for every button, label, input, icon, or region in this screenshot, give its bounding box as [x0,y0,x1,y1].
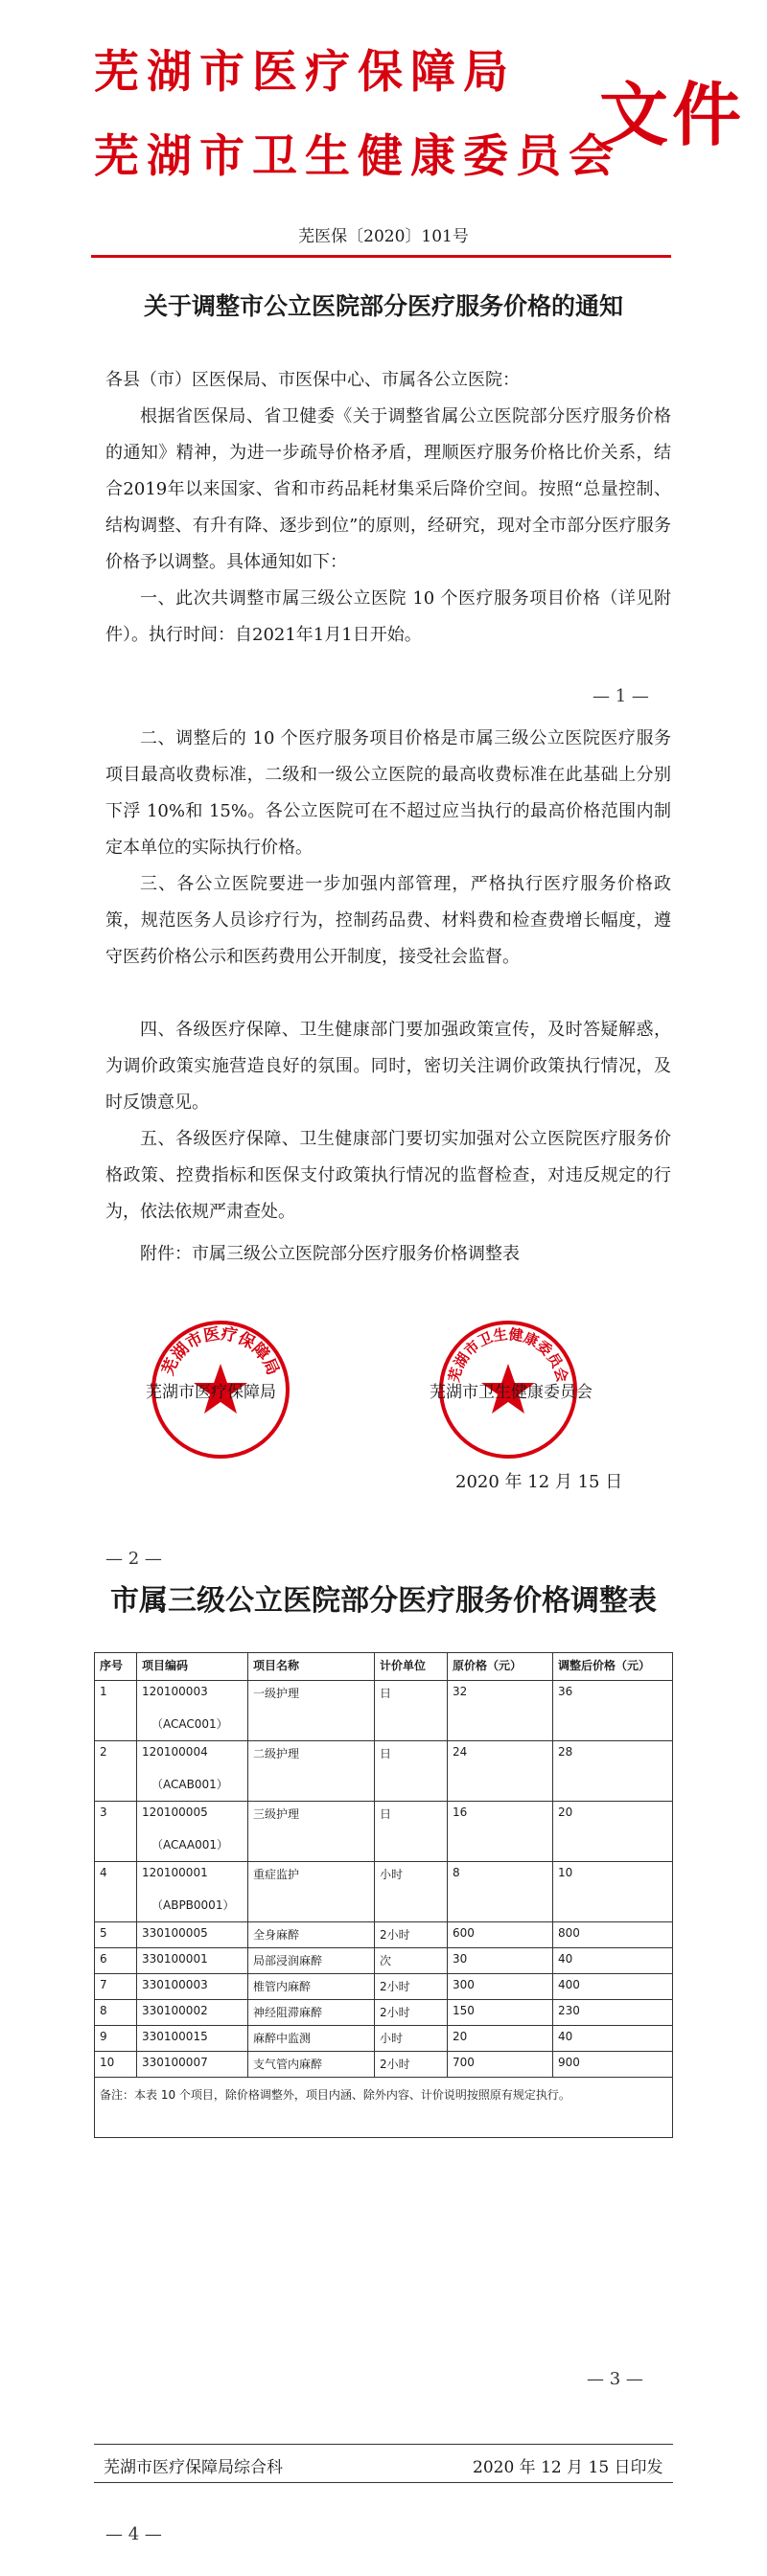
table-row [95,1974,673,2000]
cell-old-price: 32 [448,1681,553,1741]
document-number: 芜医保〔2020〕101号 [298,227,469,246]
red-divider [91,255,671,258]
clause-3: 三、各公立医院要进一步加强内部管理，严格执行医疗服务价格政策，规范医务人员诊疗行为，控制药品费、材料费和检查费增长幅度，遵守医药价格公示和医药费用公开制度，接受社会监督。 [105,874,671,967]
cell-no: 2 [95,1741,137,1802]
table-header-row [95,1653,673,1681]
cell-new-price: 900 [553,2052,673,2078]
footer-print-date: 2020 年 12 月 15 日印发 [473,2458,663,2477]
intro-paragraph: 根据省医保局、省卫健委《关于调整省属公立医院部分医疗服务价格的通知》精神，为进一步疏导价格矛盾，理顺医疗服务价格比价关系，结合2019年以来国家、省和市药品耗材集采后降价空间。按照“总量控制、结构调整、有升有降、逐步到位”的原则，经研究，现对全市部分医疗服务价格予以调整。具体通知如下： [105,406,671,572]
cell-no: 5 [95,1922,137,1948]
cell-old-price: 30 [448,1948,553,1974]
document-word: 文件 [599,75,746,155]
header-code: 项目编码 [137,1653,248,1681]
cell-old-price: 600 [448,1922,553,1948]
table-note-row [95,2078,673,2138]
cell-unit: 2小时 [375,1922,448,1948]
cell-unit: 日 [375,1681,448,1741]
cell-code-main: 120100001 [142,1866,208,1879]
cell-code [137,1802,248,1862]
cell-name: 椎管内麻醉 [248,1974,375,2000]
cell-unit: 2小时 [375,2000,448,2026]
cell-no: 9 [95,2026,137,2052]
cell-new-price: 10 [553,1862,673,1922]
cell-old-price: 24 [448,1741,553,1802]
table-row [95,1948,673,1974]
cell-code-main: 120100005 [142,1806,208,1819]
cell-code: 330100001 [137,1948,248,1974]
cell-code: 330100015 [137,2026,248,2052]
cell-no: 10 [95,2052,137,2078]
cell-code: 330100003 [137,1974,248,2000]
header-name: 项目名称 [248,1653,375,1681]
cell-old-price: 16 [448,1802,553,1862]
cell-unit: 2小时 [375,2052,448,2078]
cell-name: 麻醉中监测 [248,2026,375,2052]
table-row [95,1802,673,1862]
cell-name: 一级护理 [248,1681,375,1741]
table-row [95,1862,673,1922]
cell-no: 8 [95,2000,137,2026]
cell-new-price: 40 [553,1948,673,1974]
price-adjustment-table [94,1652,673,2138]
cell-old-price: 8 [448,1862,553,1922]
cell-unit: 次 [375,1948,448,1974]
cell-new-price: 400 [553,1974,673,2000]
cell-code: 330100002 [137,2000,248,2026]
cell-new-price: 20 [553,1802,673,1862]
cell-unit: 2小时 [375,1974,448,2000]
header-unit: 计价单位 [375,1653,448,1681]
clause-5: 五、各级医疗保障、卫生健康部门要切实加强对公立医院医疗服务价格政策、控费指标和医保支付政策执行情况的监督检查，对违反规定的行为，依法依规严肃查处。 [105,1129,671,1222]
cell-code-main: 120100003 [142,1685,208,1698]
table-row [95,2000,673,2026]
cell-name: 重症监护 [248,1862,375,1922]
table-row [95,1741,673,1802]
cell-new-price: 28 [553,1741,673,1802]
cell-unit: 小时 [375,1862,448,1922]
seal-right-ring-text: 芜湖市卫生健康委员会 [445,1325,571,1385]
cell-no: 4 [95,1862,137,1922]
cell-code [137,1681,248,1741]
signatory-right: 芜湖市卫生健康委员会 [430,1383,593,1402]
page-number-4: — 4 — [105,2524,162,2544]
seal-left-ring-text: 芜湖市医疗保障局 [158,1324,283,1379]
cell-code [137,1862,248,1922]
issuer-line-1: 芜湖市医疗保障局 [94,46,516,99]
header-no: 序号 [95,1653,137,1681]
cell-code: 330100005 [137,1922,248,1948]
cell-no: 1 [95,1681,137,1741]
page-number-2: — 2 — [105,1549,162,1569]
page-number-3: — 3 — [587,2369,643,2389]
table-title: 市属三级公立医院部分医疗服务价格调整表 [110,1584,657,1618]
cell-new-price: 800 [553,1922,673,1948]
table-note: 备注：本表 10 个项目，除价格调整外，项目内涵、除外内容、计价说明按照原有规定执行。 [95,2078,673,2138]
footer-rule-bottom [94,2482,673,2483]
header-new-price: 调整后价格（元） [553,1653,673,1681]
cell-code [137,1741,248,1802]
attachment-line: 附件：市属三级公立医院部分医疗服务价格调整表 [140,1244,520,1264]
cell-name: 神经阻滞麻醉 [248,2000,375,2026]
cell-new-price: 40 [553,2026,673,2052]
table-row [95,2026,673,2052]
clause-1: 一、此次共调整市属三级公立医院 10 个医疗服务项目价格（详见附件）。执行时间：自2021年1月1日开始。 [105,588,671,645]
cell-old-price: 150 [448,2000,553,2026]
issuer-line-2: 芜湖市卫生健康委员会 [94,130,621,183]
cell-name: 支气管内麻醉 [248,2052,375,2078]
cell-name: 局部浸润麻醉 [248,1948,375,1974]
cell-new-price: 36 [553,1681,673,1741]
cell-code-sub: （ACAB001） [151,1778,228,1791]
header-old-price: 原价格（元） [448,1653,553,1681]
salutation: 各县（市）区医保局、市医保中心、市属各公立医院： [105,370,520,390]
cell-code-sub: （ACAA001） [151,1838,229,1852]
cell-unit: 日 [375,1802,448,1862]
cell-unit: 日 [375,1741,448,1802]
cell-code: 330100007 [137,2052,248,2078]
notice-title: 关于调整市公立医院部分医疗服务价格的通知 [143,292,623,320]
cell-name: 三级护理 [248,1802,375,1862]
cell-code-sub: （ACAC001） [151,1717,228,1731]
cell-name: 二级护理 [248,1741,375,1802]
signatory-left: 芜湖市医疗保障局 [146,1383,276,1402]
issue-date: 2020 年 12 月 15 日 [455,1472,623,1492]
cell-old-price: 300 [448,1974,553,2000]
table-row [95,2052,673,2078]
cell-no: 6 [95,1948,137,1974]
cell-old-price: 20 [448,2026,553,2052]
table-row [95,1922,673,1948]
cell-no: 7 [95,1974,137,2000]
clause-4: 四、各级医疗保障、卫生健康部门要加强政策宣传，及时答疑解惑，为调价政策实施营造良好的氛围。同时，密切关注调价政策执行情况，及时反馈意见。 [105,1020,671,1113]
clause-2: 二、调整后的 10 个医疗服务项目价格是市属三级公立医院医疗服务项目最高收费标准，二级和一级公立医院的最高收费标准在此基础上分别下浮 10%和 15%。各公立医院可在不超过应当执行的最高价格范围内制定本单位的实际执行价格。 [105,728,671,858]
cell-old-price: 700 [448,2052,553,2078]
cell-code-main: 120100004 [142,1745,208,1759]
footer-rule-top [94,2444,673,2445]
cell-code-sub: （ABPB0001） [151,1898,235,1912]
page-number-1: — 1 — [593,686,649,706]
cell-new-price: 230 [553,2000,673,2026]
table-row [95,1681,673,1741]
footer-issuer: 芜湖市医疗保障局综合科 [104,2458,283,2477]
cell-no: 3 [95,1802,137,1862]
cell-name: 全身麻醉 [248,1922,375,1948]
cell-unit: 小时 [375,2026,448,2052]
